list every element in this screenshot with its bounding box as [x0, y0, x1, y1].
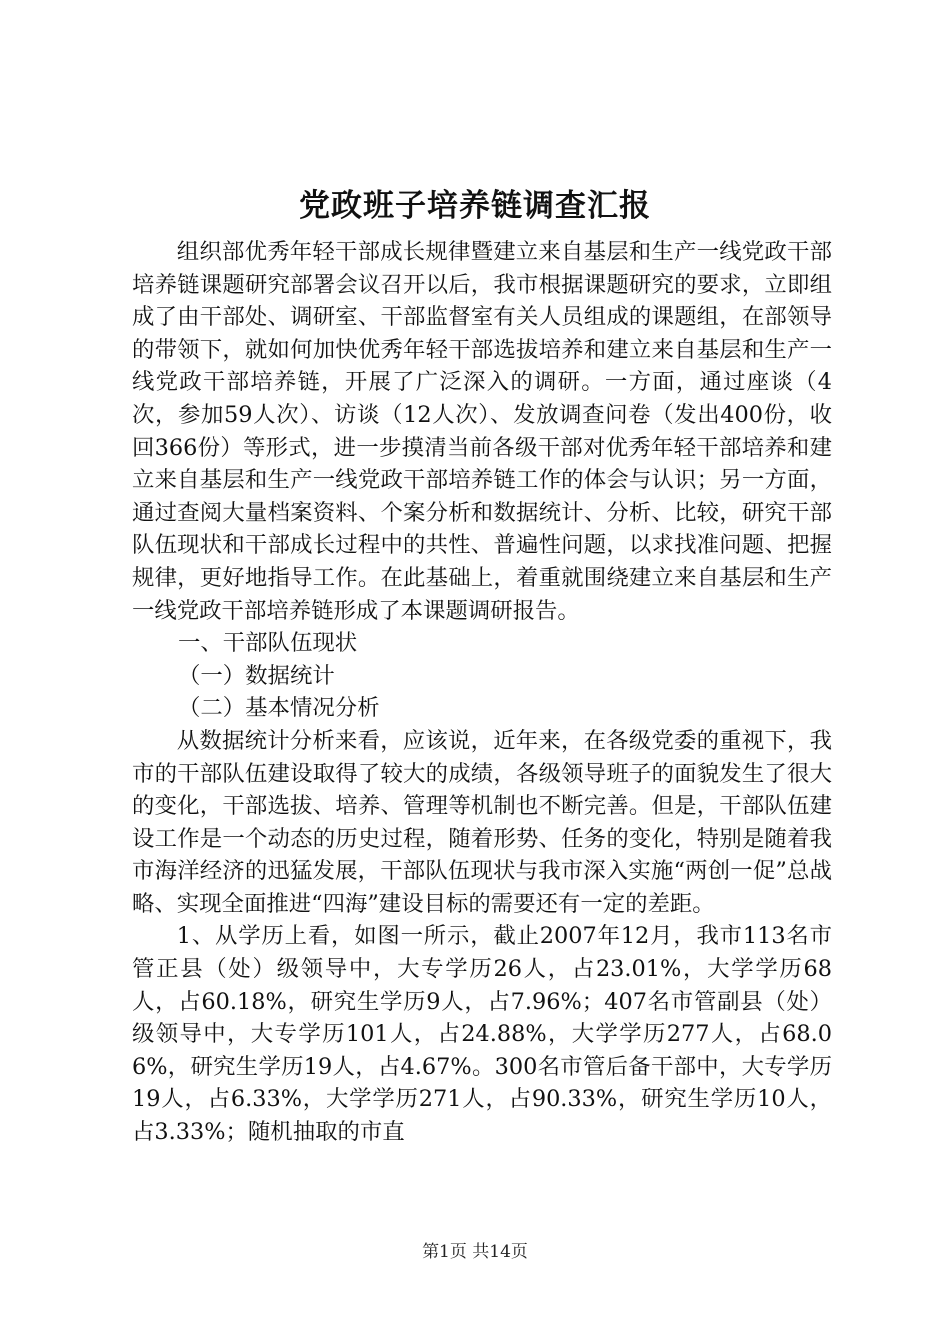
document-body: [132, 236, 832, 1149]
intro-paragraph: 组织部优秀年轻干部成长规律暨建立来自基层和生产一线党政干部培养链课题研究部署会议召开以后，我市根据课题研究的要求，立即组成了由干部处、调研室、干部监督室有关人员组成的课题组，在部领导的带领下，就如何加快优秀年轻干部选拔培养和建立来自基层和生产一线党政干部培养链，开展了广泛深入的调研。一方面，通过座谈（4次，参加59人次）、访谈（12人次）、发放调查问卷（发出400份，收回366份）等形式，进一步摸清当前各级干部对优秀年轻干部培养和建立来自基层和生产一线党政干部培养链工作的体会与认识；另一方面，通过查阅大量档案资料、个案分析和数据统计、分析、比较，研究干部队伍现状和干部成长过程中的共性、普遍性问题，以求找准问题、把握规律，更好地指导工作。在此基础上，着重就围绕建立来自基层和生产一线党政干部培养链形成了本课题调研报告。: [132, 239, 832, 624]
analysis-paragraph: 从数据统计分析来看，应该说，近年来，在各级党委的重视下，我市的干部队伍建设取得了较大的成绩，各级领导班子的面貌发生了很大的变化，干部选拔、培养、管理等机制也不断完善。但是，干部队伍建设工作是一个动态的历史过程，随着形势、任务的变化，特别是随着我市海洋经济的迅猛发展，干部队伍现状与我市深入实施“两创一促”总战略、实现全面推进“四海”建设目标的需要还有一定的差距。: [132, 727, 832, 917]
section-heading-cadre-status: 一、干部队伍现状: [178, 630, 358, 657]
education-paragraph: 1、从学历上看，如图一所示，截止2007年12月，我市113名市管正县（处）级领导中，大专学历26人，占23.01%，大学学历68人，占60.18%，研究生学历9人，占7.96%；407名市管副县（处）级领导中，大专学历101人，占24.88%，大学学历277人，占68.06%，研究生学历19人，占4.67%。300名市管后备干部中，大专学历19人，占6.33%，大学学历271人，占90.33%，研究生学历10人，占3.33%；随机抽取的市直: [132, 923, 832, 1146]
page-number-footer: 第1页 共14页: [422, 1242, 528, 1262]
subsection-heading-analysis: （二）基本情况分析: [178, 695, 380, 722]
subsection-heading-statistics: （一）数据统计: [178, 662, 335, 689]
document-title: 党政班子培养链调查汇报: [299, 188, 651, 224]
